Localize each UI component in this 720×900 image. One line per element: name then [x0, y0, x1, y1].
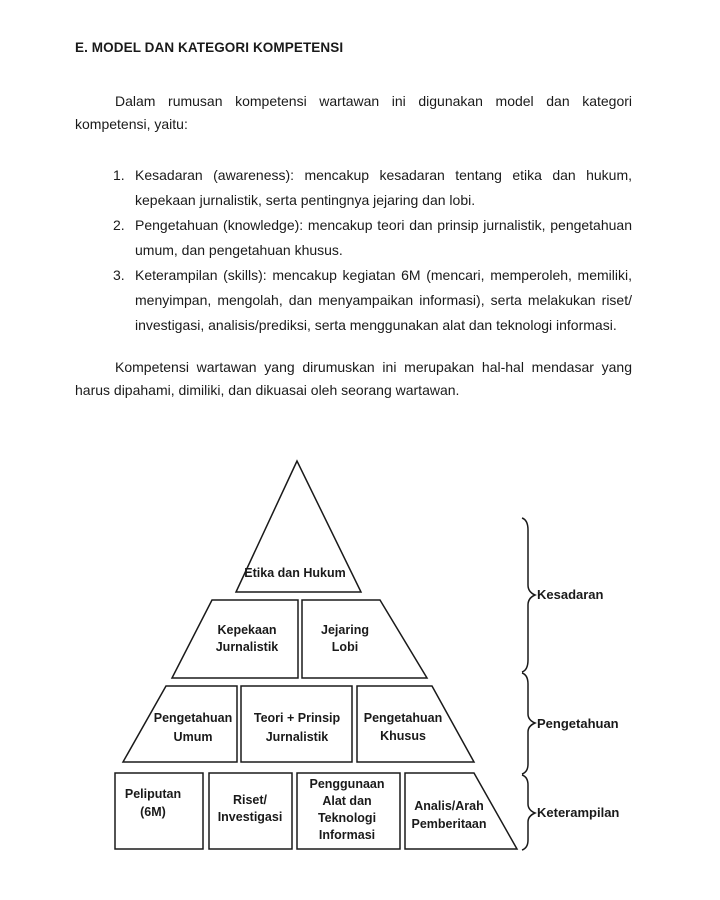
- brace-kesadaran: [522, 518, 535, 672]
- block-jejaring-lobi: [302, 600, 427, 678]
- side-label-kesadaran: Kesadaran: [537, 587, 604, 602]
- label-penggunaan-1: Penggunaan: [309, 777, 385, 791]
- label-penggunaan-4: Informasi: [318, 828, 376, 842]
- list-item-text: Pengetahuan (knowledge): mencakup teori dan prinsip jurnalistik, pengetahuan umum, dan pengetahuan khusus.: [135, 217, 632, 258]
- label-riset-1: Riset/: [232, 793, 268, 807]
- block-kepekaan-jurnalistik: [172, 600, 298, 678]
- label-etika-hukum: Etika dan Hukum: [244, 566, 346, 580]
- label-analis-1: Analis/Arah: [414, 799, 484, 813]
- label-pengetahuan-umum-1: Pengetahuan: [153, 711, 233, 725]
- side-label-keterampilan: Keterampilan: [537, 805, 620, 820]
- list-number: 3.: [113, 267, 125, 283]
- label-kepekaan: Kepekaan: [217, 623, 277, 637]
- list-item-text: Kesadaran (awareness): mencakup kesadaran tentang etika dan hukum, kepekaan jurnalistik, serta pentingnya jejaring dan lobi.: [135, 167, 632, 208]
- label-peliputan-2: (6M): [140, 805, 166, 819]
- label-pengetahuan-khusus-1: Pengetahuan: [363, 711, 443, 725]
- closing-paragraph: Kompetensi wartawan yang dirumuskan ini merupakan hal-hal mendasar yang harus dipahami, dimiliki, dan dikuasai oleh seorang wartawan.: [75, 359, 632, 398]
- label-teori-prinsip-2: Jurnalistik: [265, 730, 329, 744]
- label-lobi: Lobi: [331, 640, 359, 654]
- list-number: 1.: [113, 167, 125, 183]
- label-analis-2: Pemberitaan: [411, 817, 487, 831]
- label-peliputan-1: Peliputan: [124, 787, 182, 801]
- label-jejaring: Jejaring: [321, 623, 369, 637]
- label-pengetahuan-umum-2: Umum: [173, 730, 213, 744]
- label-jurnalistik: Jurnalistik: [215, 640, 279, 654]
- label-riset-2: Investigasi: [217, 810, 283, 824]
- section-heading: E. MODEL DAN KATEGORI KOMPETENSI: [75, 40, 344, 55]
- list-item-text: Keterampilan (skills): mencakup kegiatan 6M (mencari, memperoleh, memiliki, menyimpan, mengolah, dan menyampaikan informasi), serta melakukan riset/ investigasi, analisis/prediksi, serta menggunakan alat dan teknologi informasi.: [135, 267, 632, 333]
- label-penggunaan-2: Alat dan: [322, 794, 372, 808]
- brace-keterampilan: [522, 775, 535, 850]
- label-pengetahuan-khusus-2: Khusus: [380, 729, 426, 743]
- list-number: 2.: [113, 217, 125, 233]
- brace-pengetahuan: [522, 673, 535, 774]
- side-label-pengetahuan: Pengetahuan: [537, 716, 619, 731]
- label-penggunaan-3: Teknologi: [317, 811, 377, 825]
- label-teori-prinsip-1: Teori + Prinsip: [253, 711, 341, 725]
- intro-paragraph: Dalam rumusan kompetensi wartawan ini digunakan model dan kategori kompetensi, yaitu:: [75, 93, 632, 132]
